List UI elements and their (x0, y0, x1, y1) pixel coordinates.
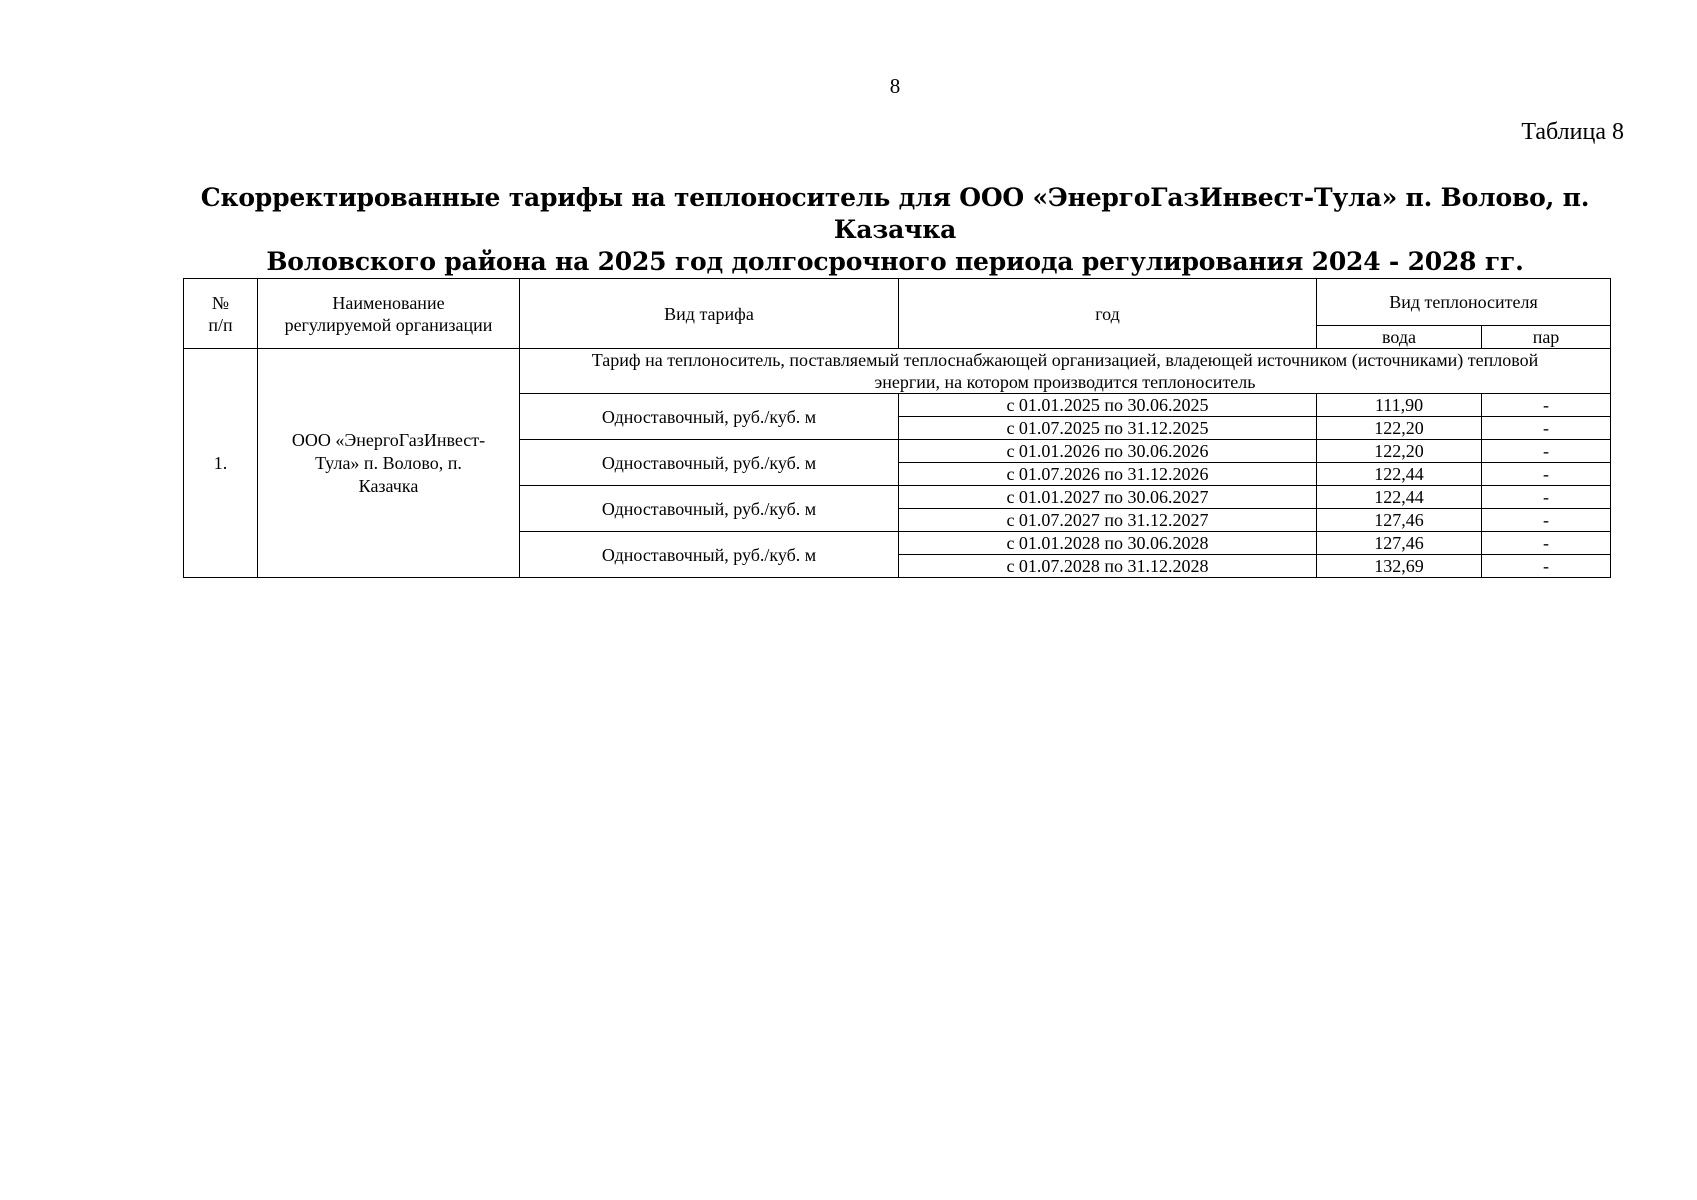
header-organization-line-1: Наименование (332, 292, 445, 313)
section-row (184, 349, 1611, 394)
table-header-row (184, 279, 1611, 326)
header-carrier-type: Вид теплоносителя (1317, 279, 1611, 326)
section-title (520, 349, 1611, 394)
steam-value-cell: - (1482, 440, 1611, 463)
steam-value-cell: - (1482, 486, 1611, 509)
header-organization (258, 279, 520, 349)
document-title (180, 182, 1610, 278)
header-row-number-line-2: п/п (208, 314, 233, 335)
water-value-cell: 127,46 (1317, 509, 1482, 532)
header-year: год (899, 279, 1317, 349)
table-caption: Таблица 8 (1521, 119, 1624, 145)
organization-name-line-2: Тула» п. Волово, п. (315, 452, 462, 473)
tariff-type-cell: Одноставочный, руб./куб. м (520, 394, 899, 440)
header-row-number-line-1: № (211, 292, 230, 313)
document-title-line-1: Скорректированные тарифы на теплоноситель для ООО «ЭнергоГазИнвест-Тула» п. Волово, п. Казачка (200, 183, 1590, 244)
water-value-cell: 122,44 (1317, 486, 1482, 509)
water-value-cell: 132,69 (1317, 555, 1482, 578)
water-value-cell: 122,44 (1317, 463, 1482, 486)
steam-value-cell: - (1482, 417, 1611, 440)
period-cell: с 01.07.2026 по 31.12.2026 (899, 463, 1317, 486)
organization-name-line-1: ООО «ЭнергоГазИнвест- (291, 429, 486, 450)
row-number: 1. (184, 349, 258, 578)
steam-value-cell: - (1482, 463, 1611, 486)
period-cell: с 01.01.2028 по 30.06.2028 (899, 532, 1317, 555)
steam-value-cell: - (1482, 532, 1611, 555)
header-organization-line-2: регулируемой организации (284, 314, 493, 335)
period-cell: с 01.07.2025 по 31.12.2025 (899, 417, 1317, 440)
water-value-cell: 111,90 (1317, 394, 1482, 417)
steam-value-cell: - (1482, 509, 1611, 532)
section-title-line-1: Тариф на теплоноситель, поставляемый теплоснабжающей организацией, владеющей источником (источниками) тепловой (591, 350, 1539, 370)
header-row-number (184, 279, 258, 349)
tariff-type-cell: Одноставочный, руб./куб. м (520, 486, 899, 532)
steam-value-cell: - (1482, 394, 1611, 417)
water-value-cell: 122,20 (1317, 417, 1482, 440)
page-number: 8 (889, 74, 901, 98)
period-cell: с 01.01.2025 по 30.06.2025 (899, 394, 1317, 417)
water-value-cell: 122,20 (1317, 440, 1482, 463)
steam-value-cell: - (1482, 555, 1611, 578)
organization-name-line-3: Казачка (358, 475, 419, 496)
tariff-type-cell: Одноставочный, руб./куб. м (520, 532, 899, 578)
header-steam: пар (1482, 326, 1611, 349)
period-cell: с 01.01.2027 по 30.06.2027 (899, 486, 1317, 509)
document-title-line-2: Воловского района на 2025 год долгосрочного периода регулирования 2024 - 2028 гг. (266, 247, 1524, 276)
organization-name (258, 349, 520, 578)
header-tariff-type: Вид тарифа (520, 279, 899, 349)
period-cell: с 01.07.2027 по 31.12.2027 (899, 509, 1317, 532)
section-title-line-2: энергии, на котором производится теплоноситель (874, 372, 1256, 392)
period-cell: с 01.07.2028 по 31.12.2028 (899, 555, 1317, 578)
header-water: вода (1317, 326, 1482, 349)
tariff-type-cell: Одноставочный, руб./куб. м (520, 440, 899, 486)
water-value-cell: 127,46 (1317, 532, 1482, 555)
period-cell: с 01.01.2026 по 30.06.2026 (899, 440, 1317, 463)
tariff-table (183, 278, 1611, 578)
